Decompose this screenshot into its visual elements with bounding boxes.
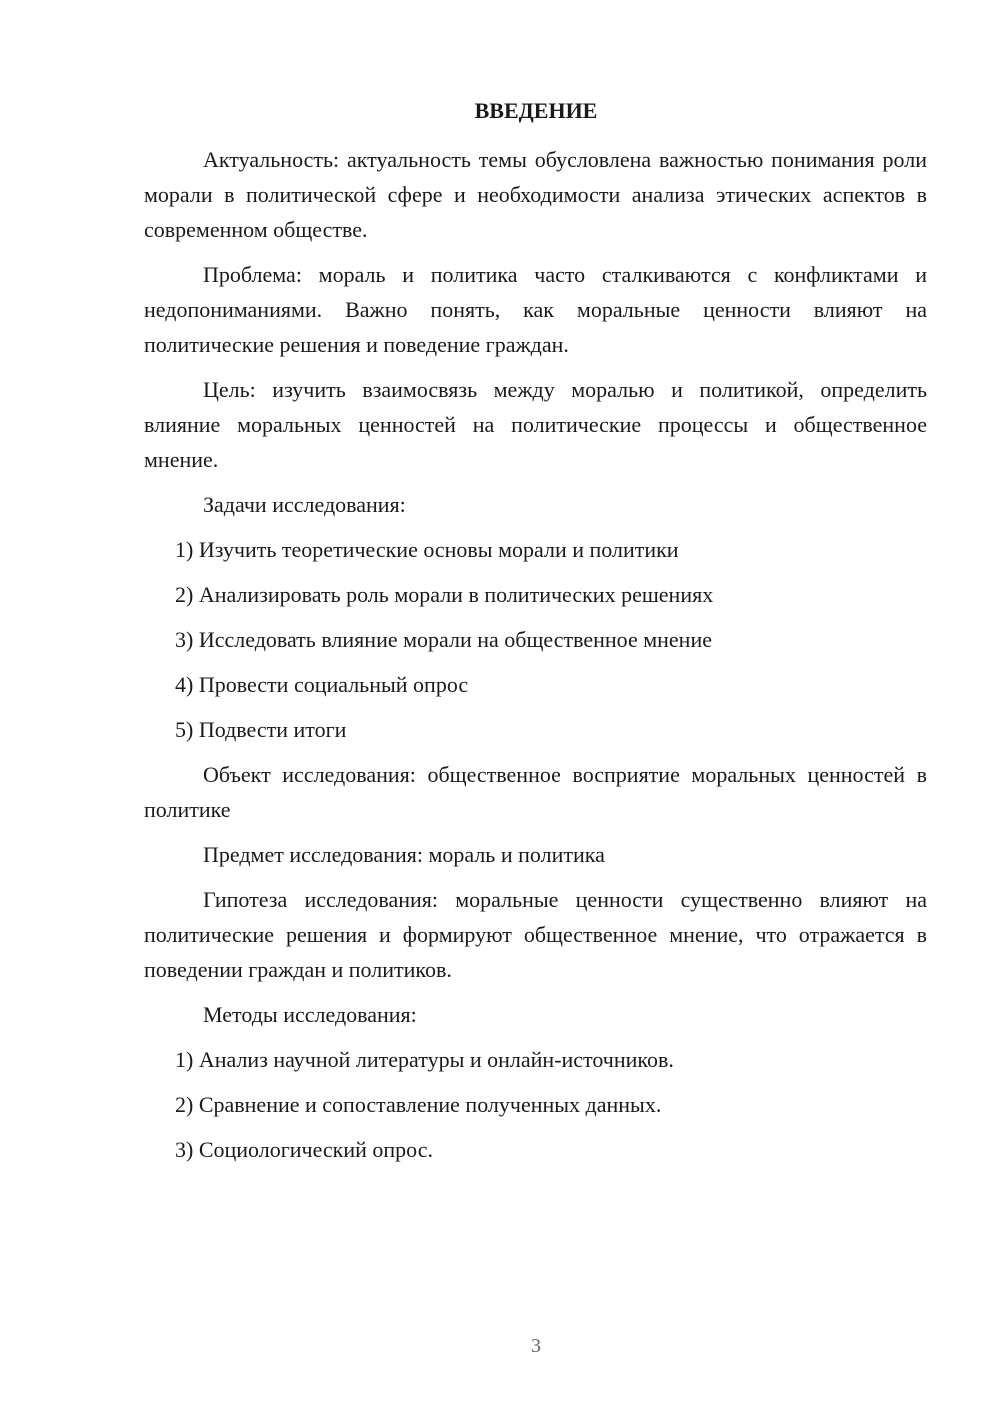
method-item-1: 1) Анализ научной литературы и онлайн-источников. <box>175 1047 674 1072</box>
task-item-5: 5) Подвести итоги <box>175 717 347 742</box>
methods-heading: Методы исследования: <box>203 1002 417 1027</box>
page-number: 3 <box>531 1335 541 1357</box>
task-item-2: 2) Анализировать роль морали в политических решениях <box>175 582 714 607</box>
method-item-2: 2) Сравнение и сопоставление полученных данных. <box>175 1092 662 1117</box>
relevance-paragraph: Актуальность: актуальность темы обусловлена важностью понимания роли морали в политической сфере и необходимости анализа этических аспектов в современном обществе. <box>144 147 927 242</box>
task-item-1: 1) Изучить теоретические основы морали и политики <box>175 537 679 562</box>
problem-paragraph: Проблема: мораль и политика часто сталкиваются с конфликтами и недопониманиями. Важно понять, как моральные ценности влияют на политические решения и поведение граждан. <box>144 262 927 357</box>
document-body <box>144 142 927 1177</box>
page-title: ВВЕДЕНИЕ <box>474 98 598 123</box>
subject-paragraph: Предмет исследования: мораль и политика <box>203 842 605 867</box>
goal-paragraph: Цель: изучить взаимосвязь между моралью и политикой, определить влияние моральных ценностей на политические процессы и общественное мнение. <box>144 377 927 472</box>
task-item-3: 3) Исследовать влияние морали на общественное мнение <box>175 627 712 652</box>
task-item-4: 4) Провести социальный опрос <box>175 672 469 697</box>
method-item-3: 3) Социологический опрос. <box>175 1137 433 1162</box>
hypothesis-paragraph: Гипотеза исследования: моральные ценности существенно влияют на политические решения и формируют общественное мнение, что отражается в поведении граждан и политиков. <box>144 887 927 982</box>
tasks-heading: Задачи исследования: <box>203 492 406 517</box>
object-paragraph: Объект исследования: общественное восприятие моральных ценностей в политике <box>144 762 927 822</box>
